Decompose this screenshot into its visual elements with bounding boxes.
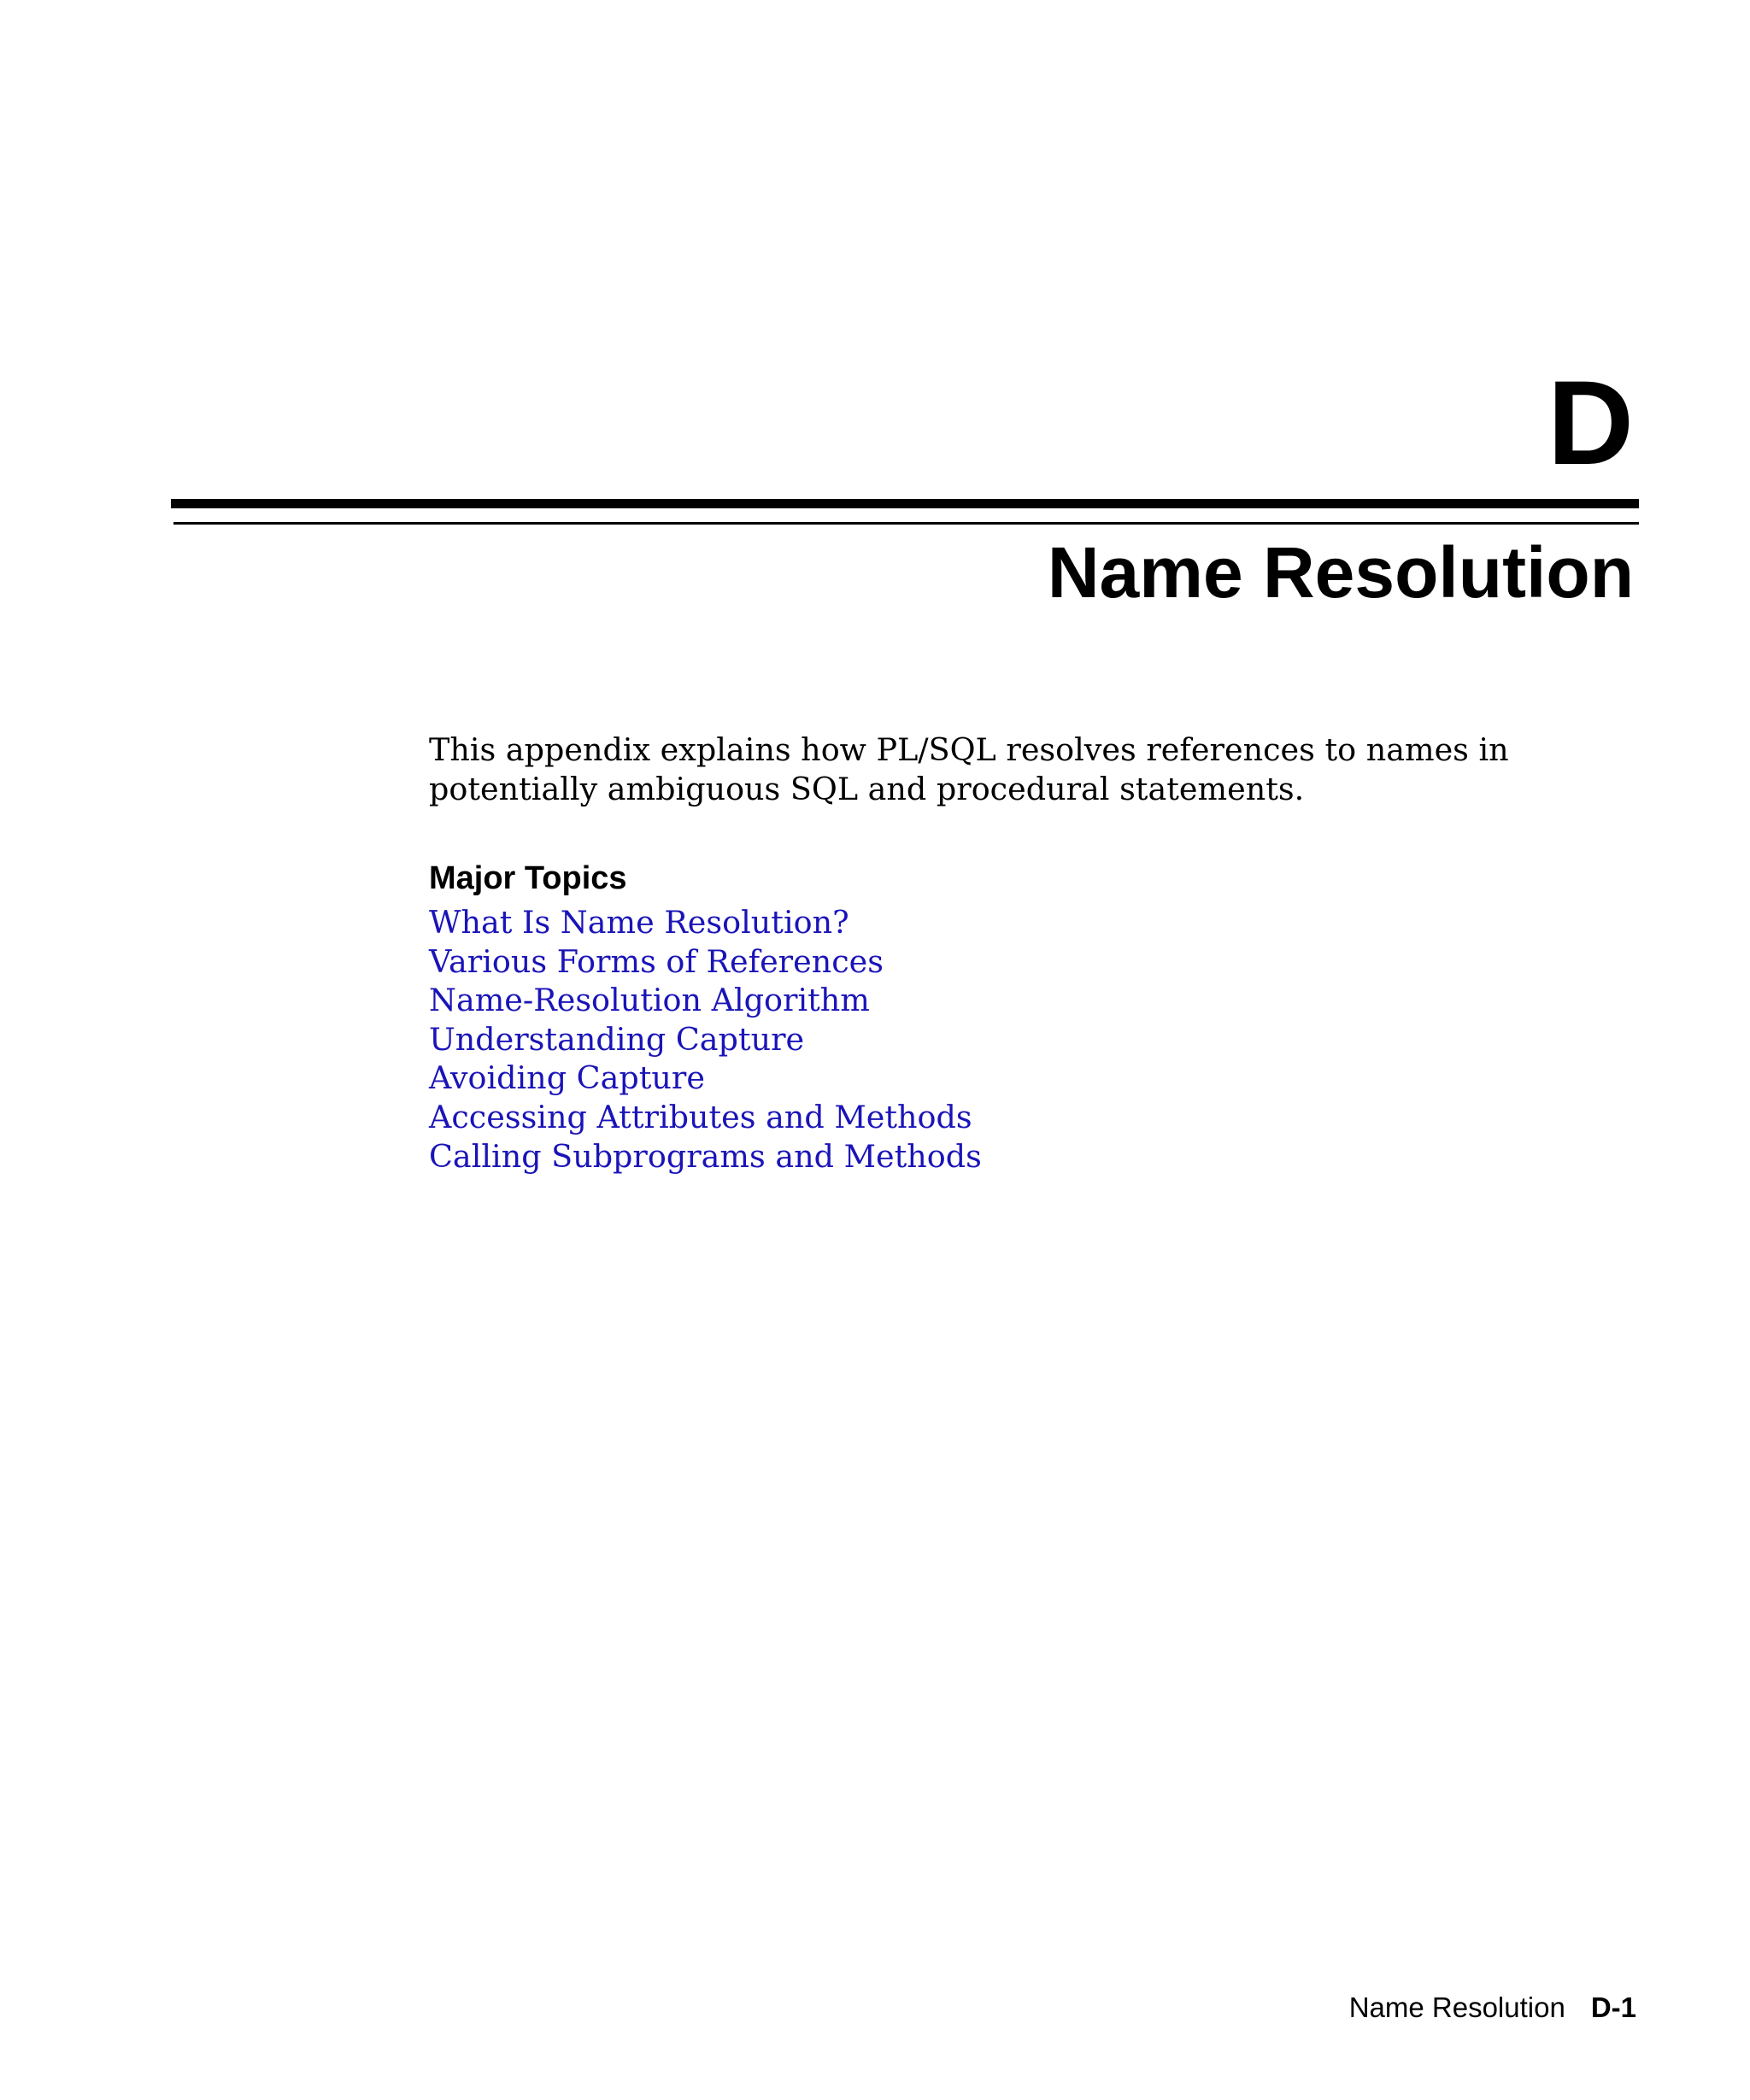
list-item bbox=[429, 981, 982, 1020]
list-item bbox=[429, 1137, 982, 1176]
list-item bbox=[429, 1059, 982, 1098]
list-item bbox=[429, 942, 982, 982]
page-number: D-1 bbox=[1590, 1991, 1636, 2023]
intro-paragraph: This appendix explains how PL/SQL resolves references to names in potentially ambiguous SQL and procedural statements. bbox=[429, 731, 1509, 807]
chapter-rule-thin bbox=[173, 522, 1639, 525]
topic-link-what-is-name-resolution[interactable]: What Is Name Resolution? bbox=[429, 904, 849, 941]
topic-link-avoiding-capture[interactable]: Avoiding Capture bbox=[429, 1059, 705, 1097]
list-item bbox=[429, 903, 982, 942]
topic-list bbox=[429, 903, 982, 1176]
topic-link-understanding-capture[interactable]: Understanding Capture bbox=[429, 1020, 805, 1058]
topic-link-name-resolution-algorithm[interactable]: Name-Resolution Algorithm bbox=[429, 982, 870, 1019]
chapter-letter: D bbox=[1547, 355, 1634, 490]
topic-link-calling-subprograms-and-methods[interactable]: Calling Subprograms and Methods bbox=[429, 1137, 982, 1175]
list-item bbox=[429, 1020, 982, 1059]
major-topics-heading: Major Topics bbox=[429, 860, 627, 896]
page-footer bbox=[1349, 1991, 1636, 2025]
chapter-rule-thick bbox=[171, 499, 1639, 508]
list-item bbox=[429, 1098, 982, 1137]
chapter-title: Name Resolution bbox=[1047, 532, 1634, 613]
topic-link-various-forms-of-references[interactable]: Various Forms of References bbox=[429, 942, 884, 980]
topic-link-accessing-attributes-and-methods[interactable]: Accessing Attributes and Methods bbox=[429, 1098, 972, 1135]
footer-title: Name Resolution bbox=[1348, 1991, 1565, 2023]
